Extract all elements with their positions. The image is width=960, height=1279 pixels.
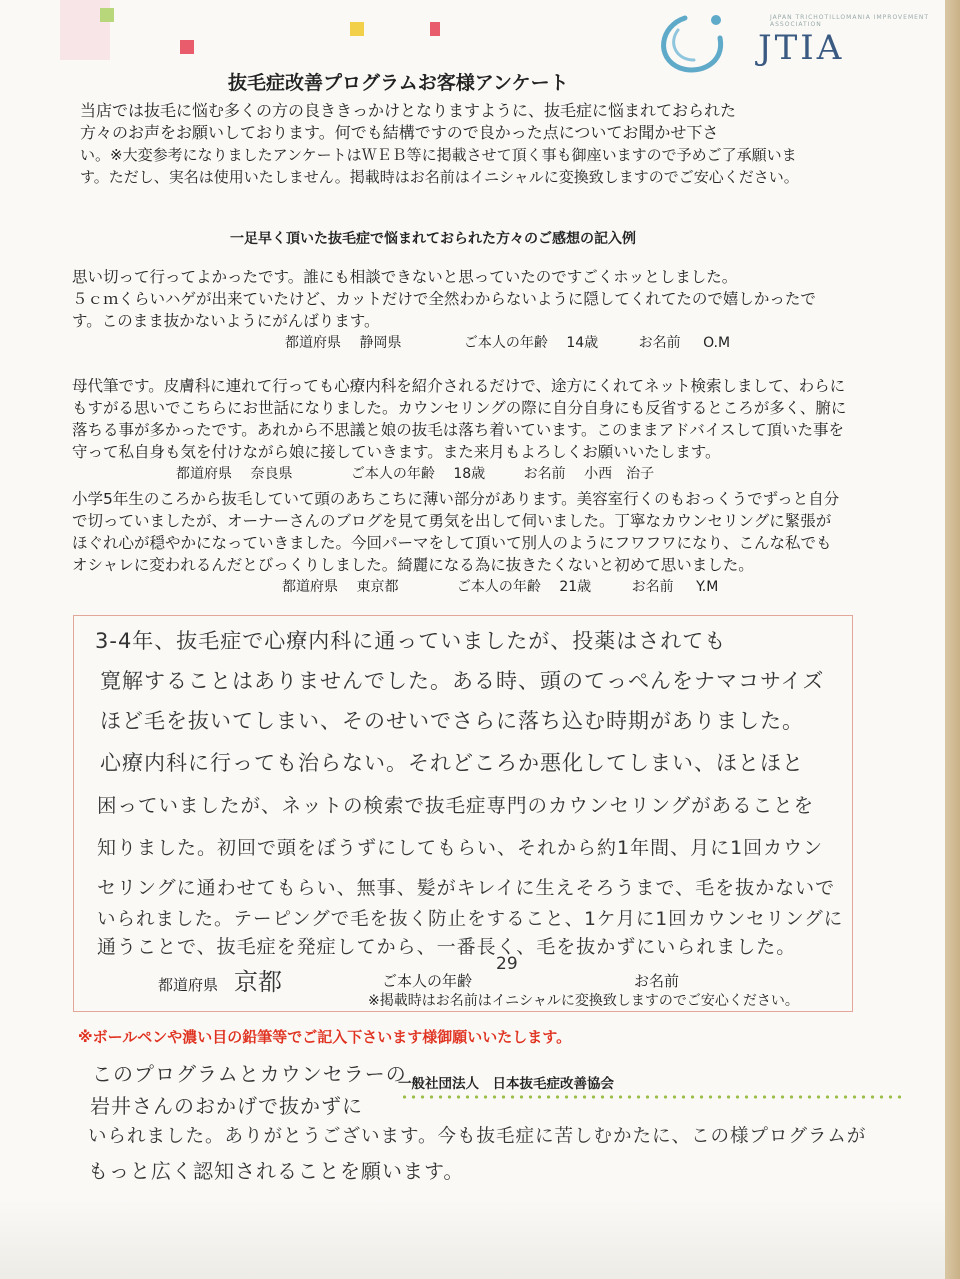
name-label: お名前 xyxy=(523,466,566,482)
closing-line: 岩井さんのおかげで抜かずに xyxy=(90,1094,363,1118)
age-label: ご本人の年齢 xyxy=(456,579,541,595)
name-label: お名前 xyxy=(638,335,681,351)
pref-value: 奈良県 xyxy=(250,466,293,482)
pref-value: 東京都 xyxy=(356,579,399,595)
handwritten-line: 知りました。初回で頭をぼうずにしてもらい、それから約1年間、月に1回カウン xyxy=(97,837,824,859)
testimonial-line: オシャレに変われるんだとびっくりしました。綺麗になる為に抜きたくないと初めて思いました。 xyxy=(72,556,754,574)
testimonial-line: す。このまま抜かないようにがんばります。 xyxy=(72,312,380,330)
closing-line: このプログラムとカウンセラーの xyxy=(92,1062,407,1086)
testimonial-line: 守って私自身も気を付けながら娘に接していきます。また来月もよろしくお願いいたします。 xyxy=(72,443,721,461)
testimonial-line: 小学5年生のころから抜毛していて頭のあちこちに薄い部分があります。美容室行くのもおっくうでずっと自分 xyxy=(72,490,840,508)
testimonial-meta xyxy=(282,576,852,598)
pref-value: 静岡県 xyxy=(359,335,402,351)
intro-line: い。※大変参考になりましたアンケートはＷＥＢ等に掲載させて頂く事も御座いますので予めご了承願いま xyxy=(80,146,797,164)
handwritten-line: いられました。テーピングで毛を抜く防止をすること、1ケ月に1回カウンセリングに xyxy=(97,909,844,930)
testimonial-line: 落ちる事が多かったです。あれから不思議と娘の抜毛は落ち着いています。このままアドバイスして頂いた事を xyxy=(72,421,845,439)
handwritten-line: セリングに通わせてもらい、無事、髪がキレイに生えそろうまで、毛を抜かないで xyxy=(97,877,836,899)
example-testimonial xyxy=(72,266,852,354)
intro-line: す。ただし、実名は使用いたしません。掲載時はお名前はイニシャルに変換致しますのでご安心ください。 xyxy=(80,168,799,186)
testimonial-line: 思い切って行ってよかったです。誰にも相談できないと思っていたのですごくホッとしました。 xyxy=(72,268,738,286)
pref-value: 京都 xyxy=(234,968,282,996)
age-label: ご本人の年齢 xyxy=(350,466,435,482)
example-testimonial xyxy=(72,488,852,598)
testimonial-line: もすがる思いでこちらにお世話になりました。カウンセリングの際に自分自身にも反省するところが多く、腑に xyxy=(72,399,847,417)
page-title: 抜毛症改善プログラムお客様アンケート xyxy=(228,72,569,94)
pen-warning: ※ボールペンや濃い目の鉛筆等でご記入下さいます様御願いいたします。 xyxy=(78,1028,572,1046)
examples-heading: 一足早く頂いた抜毛症で悩まれておられた方々のご感想の記入例 xyxy=(230,231,636,247)
intro-line: 当店では抜毛に悩む多くの方の良ききっかけとなりますように、抜毛症に悩まれておられた xyxy=(80,101,737,120)
age-value: 29 xyxy=(496,954,518,974)
pref-label: 都道府県 xyxy=(158,976,219,994)
intro-line: 方々のお声をお願いしております。何でも結構ですので良かった点についてお聞かせ下さ xyxy=(80,123,719,142)
paper-shadow xyxy=(0,1200,945,1279)
dotted-divider xyxy=(400,1095,905,1099)
corner-decoration xyxy=(60,0,440,60)
desk-edge xyxy=(945,0,960,1279)
name-value: O.M xyxy=(703,335,731,351)
example-testimonial xyxy=(72,375,852,485)
handwritten-line: 困っていましたが、ネットの検索で抜毛症専門のカウンセリングがあることを xyxy=(97,794,815,817)
age-value: 14歳 xyxy=(566,335,599,351)
name-value: 小西 治子 xyxy=(584,466,655,482)
intro-paragraph xyxy=(80,100,840,188)
association-name: 一般社団法人 日本抜毛症改善協会 xyxy=(398,1076,614,1092)
name-value: Y.M xyxy=(696,579,719,595)
age-value: 21歳 xyxy=(559,579,592,595)
handwritten-line: 3-4年、抜毛症で心療内科に通っていましたが、投薬はされても xyxy=(95,629,727,653)
pref-label: 都道府県 xyxy=(285,335,341,351)
pref-label: 都道府県 xyxy=(176,466,232,482)
closing-line: いられました。ありがとうございます。今も抜毛症に苦しむかたに、この様プログラムが xyxy=(88,1126,867,1147)
age-value: 18歳 xyxy=(453,466,486,482)
testimonial-line: ほぐれ心が穏やかになっていきました。今回パーマをして頂いて別人のようにフワフワになり、こんな私でも xyxy=(72,534,832,552)
name-label: お名前 xyxy=(631,579,674,595)
testimonial-line: ５ｃｍくらいハゲが出来ていたけど、カットだけで全然わからないように隠してくれてたので嬉しかったで xyxy=(72,290,816,308)
handwritten-line: 心療内科に行っても治らない。それどころか悪化してしまい、ほとほと xyxy=(100,751,804,775)
age-label: ご本人の年齢 xyxy=(463,335,548,351)
name-label: お名前 xyxy=(634,972,680,990)
testimonial-line: で切っていましたが、オーナーさんのブログを見て勇気を出して伺いました。丁寧なカウンセリングに緊張が xyxy=(72,512,832,530)
handwritten-line: ほど毛を抜いてしまい、そのせいでさらに落ち込む時期がありました。 xyxy=(100,709,804,733)
age-label: ご本人の年齢 xyxy=(382,972,473,990)
testimonial-meta xyxy=(176,463,852,485)
logo-subtitle: JAPAN TRICHOTILLOMANIA IMPROVEMENT ASSOCIATION xyxy=(770,14,930,28)
handwritten-line: 通うことで、抜毛症を発症してから、一番長く、毛を抜かずにいられました。 xyxy=(97,936,797,958)
testimonial-meta xyxy=(285,332,852,354)
logo-text: JTIA xyxy=(758,28,845,68)
pref-label: 都道府県 xyxy=(282,579,338,595)
testimonial-line: 母代筆です。皮膚科に連れて行っても心療内科を紹介されるだけで、途方にくれてネット検索しまして、わらに xyxy=(72,377,846,395)
closing-line: もっと広く認知されることを願います。 xyxy=(88,1159,465,1183)
privacy-note: ※掲載時はお名前はイニシャルに変換致しますのでご安心ください。 xyxy=(368,993,799,1009)
handwritten-line: 寛解することはありませんでした。ある時、頭のてっぺんをナマコサイズ xyxy=(100,669,825,693)
